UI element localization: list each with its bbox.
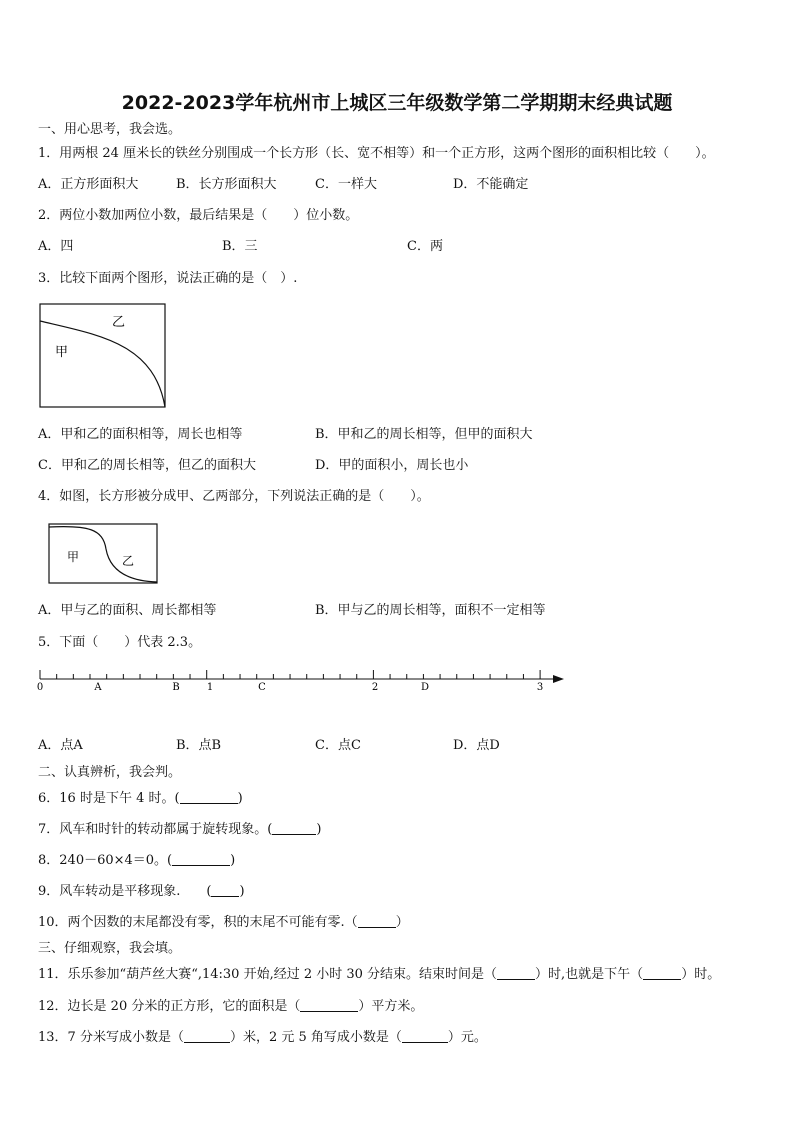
question-7-close: ) (316, 822, 322, 837)
answer-blank[interactable] (497, 967, 535, 980)
section-heading-2: 二、认真辨析，我会判。 (38, 765, 182, 780)
question-10-text: 10．两个因数的末尾都没有零，积的末尾不可能有零.（ (38, 915, 358, 930)
question-6-close: ) (237, 791, 243, 806)
question-7-text: 7．风车和时针的转动都属于旋转现象。( (38, 822, 273, 837)
answer-blank[interactable] (300, 999, 358, 1012)
question-1-stem: 1．用两根 24 厘米长的铁丝分别围成一个长方形（长、宽不相等）和一个正方形，这两个图形的面积相比较（ ）。 (38, 146, 715, 161)
question-3-option-d[interactable]: D．甲的面积小，周长也小 (315, 458, 469, 473)
question-6 (38, 791, 243, 807)
number-line (34, 662, 570, 694)
question-3-figure (39, 303, 167, 409)
question-3-option-a[interactable]: A．甲和乙的面积相等，周长也相等 (38, 427, 243, 442)
question-5-option-c[interactable]: C．点C (315, 738, 361, 753)
answer-blank[interactable] (402, 1030, 448, 1043)
question-13 (38, 1030, 487, 1046)
section-heading-3: 三、仔细观察，我会填。 (38, 941, 182, 956)
question-5-option-a[interactable]: A．点A (38, 738, 83, 753)
question-2-stem: 2．两位小数加两位小数，最后结果是（ ）位小数。 (38, 208, 359, 223)
answer-blank[interactable] (643, 967, 681, 980)
number-label-2: 2 (371, 682, 379, 693)
question-3-stem: 3．比较下面两个图形，说法正确的是（ ）. (38, 271, 298, 286)
number-label-3: 3 (536, 682, 544, 693)
point-label-d: D (420, 682, 430, 693)
figure-label-jia: 甲 (67, 550, 80, 564)
question-11-text-1: 11．乐乐参加“葫芦丝大赛“,14:30 开始,经过 2 小时 30 分结束。结束时间是（ (38, 967, 498, 982)
answer-blank[interactable] (180, 791, 238, 804)
question-6-text: 6．16 时是下午 4 时。( (38, 791, 180, 806)
question-9-close: ) (239, 884, 245, 899)
figure-label-yi: 乙 (112, 315, 126, 330)
question-13-text-3: ）元。 (447, 1030, 487, 1045)
question-4-stem: 4．如图，长方形被分成甲、乙两部分，下列说法正确的是（ ）。 (38, 489, 430, 504)
number-label-0: 0 (36, 682, 44, 693)
question-4-option-a[interactable]: A．甲与乙的面积、周长都相等 (38, 603, 217, 618)
section-heading-1: 一、用心思考，我会选。 (38, 122, 182, 137)
figure-label-jia: 甲 (55, 345, 69, 360)
question-11 (38, 967, 720, 983)
question-10 (38, 915, 409, 931)
question-4-figure (48, 523, 159, 585)
answer-blank[interactable] (358, 915, 396, 928)
answer-blank[interactable] (184, 1030, 230, 1043)
question-8-close: ) (230, 853, 236, 868)
question-1-option-a[interactable]: A．正方形面积大 (38, 177, 139, 192)
question-13-text-2: ）米，2 元 5 角写成小数是（ (229, 1030, 402, 1045)
question-4-option-b[interactable]: B．甲与乙的周长相等，面积不一定相等 (315, 603, 546, 618)
question-3-option-c[interactable]: C．甲和乙的周长相等，但乙的面积大 (38, 458, 256, 473)
question-2-option-b[interactable]: B．三 (222, 239, 258, 254)
question-12 (38, 999, 423, 1015)
question-5-option-b[interactable]: B．点B (176, 738, 222, 753)
answer-blank[interactable] (172, 853, 230, 866)
question-7 (38, 822, 321, 838)
question-13-text-1: 13．7 分米写成小数是（ (38, 1030, 184, 1045)
question-11-text-3: ）时。 (681, 967, 721, 982)
question-5-stem: 5．下面（ ）代表 2.3。 (38, 635, 202, 650)
point-label-a: A (94, 682, 102, 693)
answer-blank[interactable] (211, 884, 239, 897)
number-label-1: 1 (206, 682, 214, 693)
question-3-option-b[interactable]: B．甲和乙的周长相等，但甲的面积大 (315, 427, 533, 442)
question-12-text-1: 12．边长是 20 分米的正方形，它的面积是（ (38, 999, 301, 1014)
question-10-close: ） (395, 915, 409, 930)
question-8-text: 8．240－60×4＝0。( (38, 853, 173, 868)
question-1-option-b[interactable]: B．长方形面积大 (176, 177, 277, 192)
point-label-c: C (258, 682, 266, 693)
question-12-text-2: ）平方米。 (358, 999, 424, 1014)
question-9 (38, 884, 245, 900)
question-9-text: 9．风车转动是平移现象. ( (38, 884, 212, 899)
question-5-option-d[interactable]: D．点D (453, 738, 500, 753)
question-11-text-2: ）时,也就是下午（ (535, 967, 644, 982)
question-1-option-c[interactable]: C．一样大 (315, 177, 377, 192)
question-1-option-d[interactable]: D．不能确定 (453, 177, 529, 192)
answer-blank[interactable] (272, 822, 316, 835)
point-label-b: B (172, 682, 180, 693)
page-title: 2022-2023学年杭州市上城区三年级数学第二学期期末经典试题 (121, 92, 673, 114)
question-2-option-a[interactable]: A．四 (38, 239, 74, 254)
figure-label-yi: 乙 (122, 554, 135, 568)
question-2-option-c[interactable]: C．两 (407, 239, 443, 254)
question-8 (38, 853, 235, 869)
